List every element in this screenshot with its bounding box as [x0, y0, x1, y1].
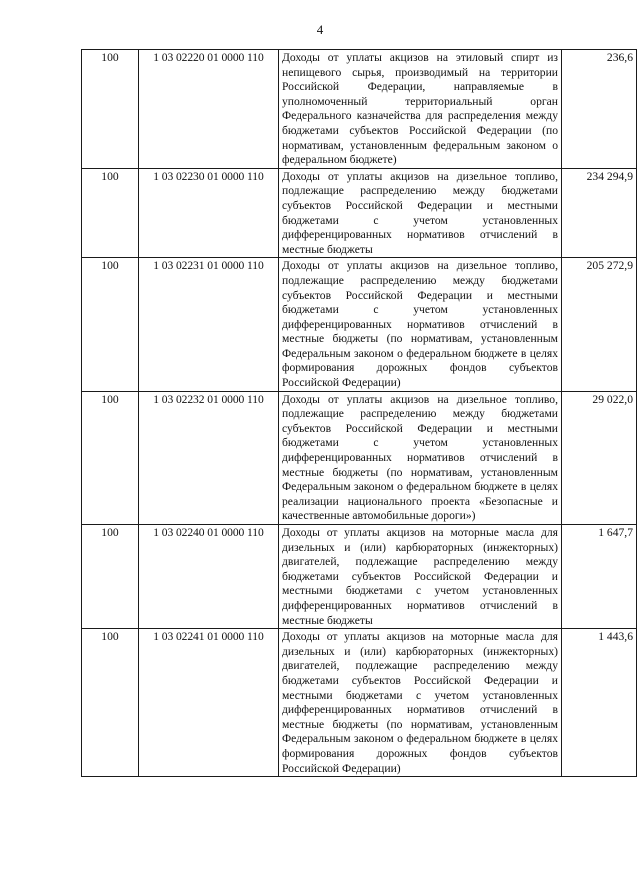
revenue-name-cell: Доходы от уплаты акцизов на дизельное топливо, подлежащие распределению между бюджетами субъектов Российской Федерации и местными бюджетами с учетом установленных дифференцированных нормативов отчислений в местные бюджеты (по нормативам, установленным Федеральным законом о федеральном бюджете в целях формирования дорожных фондов субъектов Российской Федерации)	[279, 258, 562, 391]
admin-code-cell: 100	[82, 168, 139, 258]
amount-cell: 1 647,7	[562, 525, 637, 629]
budget-code-cell: 1 03 02232 01 0000 110	[139, 391, 279, 524]
table-row	[82, 525, 637, 629]
admin-code-cell: 100	[82, 391, 139, 524]
admin-code-cell: 100	[82, 258, 139, 391]
amount-cell: 1 443,6	[562, 629, 637, 777]
admin-code-cell: 100	[82, 50, 139, 169]
budget-code-cell: 1 03 02241 01 0000 110	[139, 629, 279, 777]
amount-cell: 29 022,0	[562, 391, 637, 524]
revenue-name-cell: Доходы от уплаты акцизов на моторные масла для дизельных и (или) карбюраторных (инжекторных) двигателей, подлежащие распределению между бюджетами субъектов Российской Федерации и местными бюджетами с учетом установленных дифференцированных нормативов отчислений в местные бюджеты (по нормативам, установленным Федеральным законом о федеральном бюджете в целях формирования дорожных фондов субъектов Российской Федерации)	[279, 629, 562, 777]
admin-code-cell: 100	[82, 525, 139, 629]
page-number: 4	[316, 22, 324, 37]
budget-code-cell: 1 03 02240 01 0000 110	[139, 525, 279, 629]
revenue-name-cell: Доходы от уплаты акцизов на дизельное топливо, подлежащие распределению между бюджетами субъектов Российской Федерации и местными бюджетами с учетом установленных дифференцированных нормативов отчислений в местные бюджеты (по нормативам, установленным Федеральным законом о федеральном бюджете в целях реализации национального проекта «Безопасные и качественные автомобильные дороги»)	[279, 391, 562, 524]
revenue-name-cell: Доходы от уплаты акцизов на дизельное топливо, подлежащие распределению между бюджетами субъектов Российской Федерации и местными бюджетами с учетом установленных дифференцированных нормативов отчислений в местные бюджеты	[279, 168, 562, 258]
amount-cell: 236,6	[562, 50, 637, 169]
table-row	[82, 50, 637, 169]
budget-code-cell: 1 03 02231 01 0000 110	[139, 258, 279, 391]
amount-cell: 205 272,9	[562, 258, 637, 391]
table-row	[82, 391, 637, 524]
budget-code-cell: 1 03 02230 01 0000 110	[139, 168, 279, 258]
budget-code-cell: 1 03 02220 01 0000 110	[139, 50, 279, 169]
admin-code-cell: 100	[82, 629, 139, 777]
amount-cell: 234 294,9	[562, 168, 637, 258]
table-row	[82, 629, 637, 777]
revenue-name-cell: Доходы от уплаты акцизов на этиловый спирт из непищевого сырья, производимый на территории Российской Федерации, направляемые в уполномоченный территориальный орган Федерального казначейства для распределения между бюджетами субъектов Российской Федерации (по нормативам, установленным федеральным законом о федеральном бюджете)	[279, 50, 562, 169]
revenue-table	[81, 49, 637, 777]
revenue-name-cell: Доходы от уплаты акцизов на моторные масла для дизельных и (или) карбюраторных (инжекторных) двигателей, подлежащие распределению между бюджетами субъектов Российской Федерации и местными бюджетами с учетом установленных дифференцированных нормативов отчислений в местные бюджеты	[279, 525, 562, 629]
revenue-table-body	[82, 50, 637, 777]
table-row	[82, 168, 637, 258]
table-row	[82, 258, 637, 391]
